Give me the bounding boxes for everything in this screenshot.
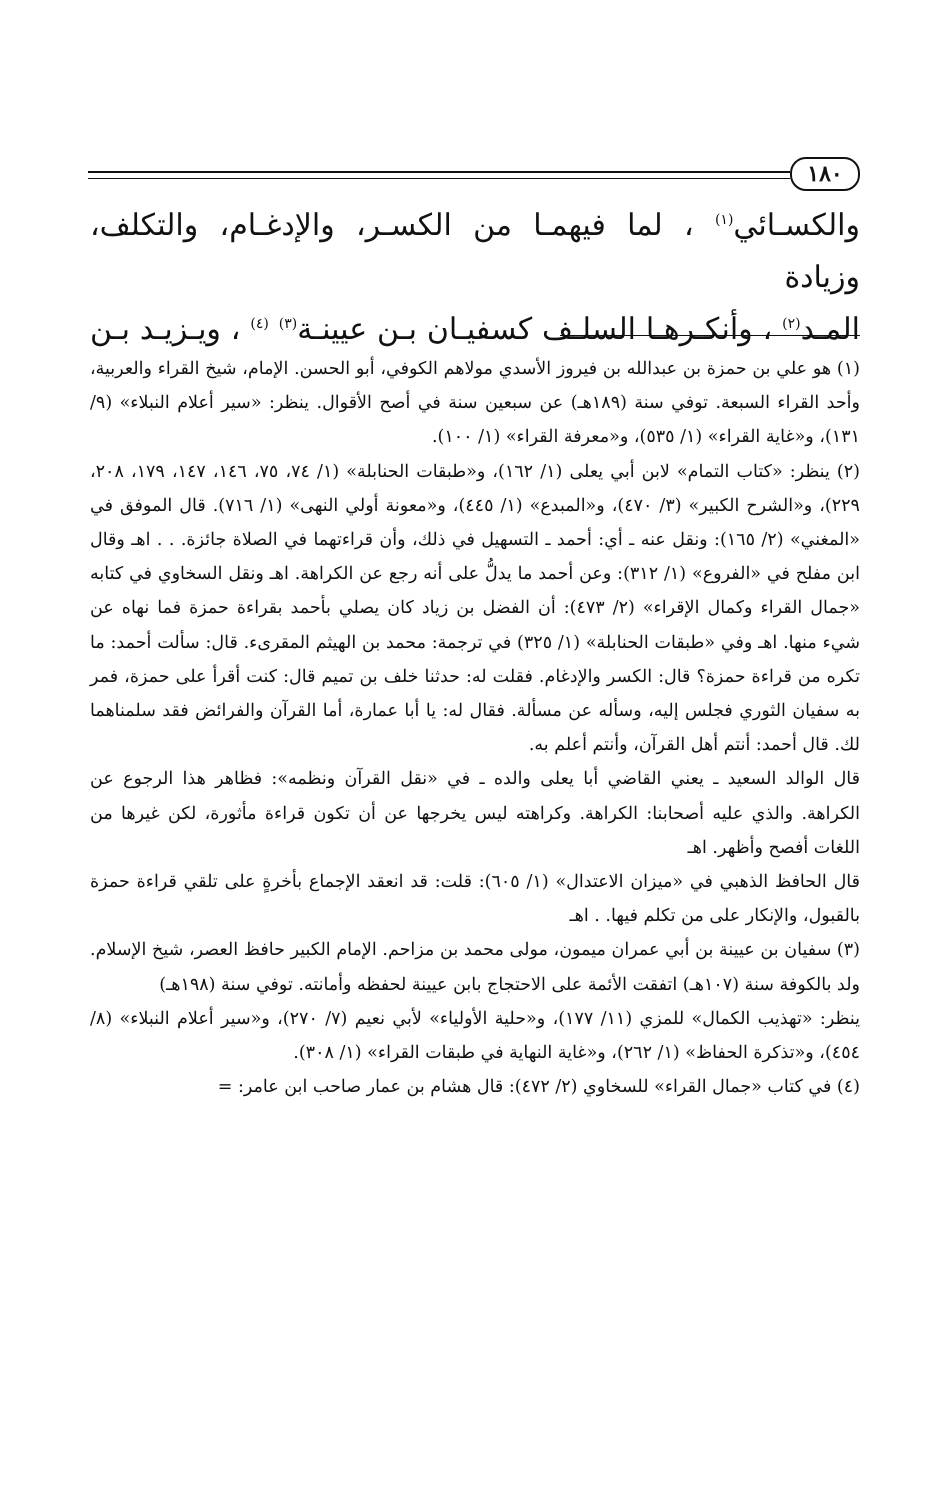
footnote-ref-2[interactable]: (٢): [782, 316, 801, 332]
footnote-3-sources: ينظر: «تهذيب الكمال» للمزي (١١/ ١٧٧)، و«حلية الأولياء» لأبي نعيم (٧/ ٢٧٠)، و«سير أعلام النبلاء» (٨/ ٤٥٤)، و«تذكرة الحفاظ» (١/ ٢٦٢)، و«غاية النهاية في طبقات القراء» (١/ ٣٠٨).: [90, 1008, 860, 1064]
footnote-2: (٢) ينظر: «كتاب التمام» لابن أبي يعلى (١/ ١٦٢)، و«طبقات الحنابلة» (١/ ٧٤، ٧٥، ١٤٦، ١٤٧، ١٧٩، ٢٠٨، ٢٢٩)، و«الشرح الكبير» (٣/ ٤٧٠)، و«المبدع» (١/ ٤٤٥)، و«معونة أولي النهى» (١/ ٧١٦). قال الموفق في «المغني» (٢/ ١٦٥): ونقل عنه ـ أي: أحمد ـ التسهيل في ذلك، وأن قراءتهما في الصلاة جائزة. . . اهـ وقال ابن مفلح في «الفروع» (١/ ٣١٢): وعن أحمد ما يدلُّ على أنه رجع عن الكراهة. اهـ ونقل السخاوي في كتابه «جمال القراء وكمال الإقراء» (٢/ ٤٧٣): أن الفضل بن زياد كان يصلي بأحمد بقراءة حمزة فما نهاه عن شيء منها. اهـ وفي «طبقات الحنابلة» (١/ ٣٢٥) في ترجمة: محمد بن الهيثم المقرىء. قال: سألت أحمد: ما تكره من قراءة حمزة؟ قال: الكسر والإدغام. فقلت له: حدثنا خلف بن تميم قال: كنت أقرأ على حمزة، فمر به سفيان الثوري فجلس إليه، وسأله عن مسألة. فقال له: يا أبا عمارة، أما القرآن والفرائض فقد سلمناهما لك. قال أحمد: أنتم أهل القرآن، وأنتم أعلم به.: [90, 461, 860, 756]
main-line-1: [90, 200, 860, 304]
main-line-2-middle: ، وأنكـرهـا السلـف كسفيـان بـن عيينـة: [297, 312, 783, 347]
main-line-1-rest: ، لما فيهمـا من الكسـر، والإدغـام، والتكلف، وزيادة: [90, 208, 860, 295]
footnote-2-dhahabi: قال الحافظ الذهبي في «ميزان الاعتدال» (١/ ٦٠٥): قلت: قد انعقد الإجماع بأخرةٍ على تلقي قراءة حمزة بالقبول، والإنكار على من تكلم فيها. . اهـ: [90, 872, 860, 927]
footnote-ref-1[interactable]: (١): [714, 212, 734, 228]
footnote-4: (٤) في كتاب «جمال القراء» للسخاوي (٢/ ٤٧٢): قال هشام بن عمار صاحب ابن عامر: =: [217, 1077, 860, 1098]
footnote-ref-3[interactable]: (٣): [278, 316, 298, 332]
main-text: [90, 200, 860, 356]
main-word-madd: المـد: [800, 312, 860, 347]
footnote-2-continued: قال الوالد السعيد ـ يعني القاضي أبا يعلى والده ـ في «نقل القرآن ونظمه»: فظاهر هذا الرجوع عن الكراهة. والذي عليه أصحابنا: الكراهة. وكراهته ليس يخرجها عن أن تكون قراءة مأثورة، لكن غيرها من اللغات أفصح وأظهر. اهـ: [90, 769, 860, 858]
main-line-2: [90, 304, 860, 356]
footnotes: [90, 352, 860, 1104]
main-word-kisai: والكسـائي: [733, 208, 860, 243]
header-rule: [88, 171, 790, 179]
footnote-3: (٣) سفيان بن عيينة بن أبي عمران ميمون، مولى محمد بن مزاحم. الإمام الكبير حافظ العصر، شيخ الإسلام. ولد بالكوفة سنة (١٠٧هـ) اتفقت الأئمة على الاحتجاج بابن عيينة لحفظه وأمانته. توفي سنة (١٩٨هـ): [90, 940, 860, 995]
footnote-1: (١) هو علي بن حمزة بن عبدالله بن فيروز الأسدي مولاهم الكوفي، أبو الحسن. الإمام، شيخ القراء والعربية، وأحد القراء السبعة. توفي سنة (١٨٩هـ) عن سبعين سنة في أصح الأقوال. ينظر: «سير أعلام النبلاء» (٩/ ١٣١)، و«غاية القراء» (١/ ٥٣٥)، و«معرفة القراء» (١/ ١٠٠).: [90, 359, 860, 448]
page-number: ١٨٠: [790, 157, 860, 191]
main-line-2-end: ، ويـزيـد بـن: [90, 312, 251, 347]
footnote-separator: [560, 335, 860, 336]
footnote-ref-4[interactable]: (٤): [250, 316, 269, 332]
page-header: [88, 155, 860, 195]
